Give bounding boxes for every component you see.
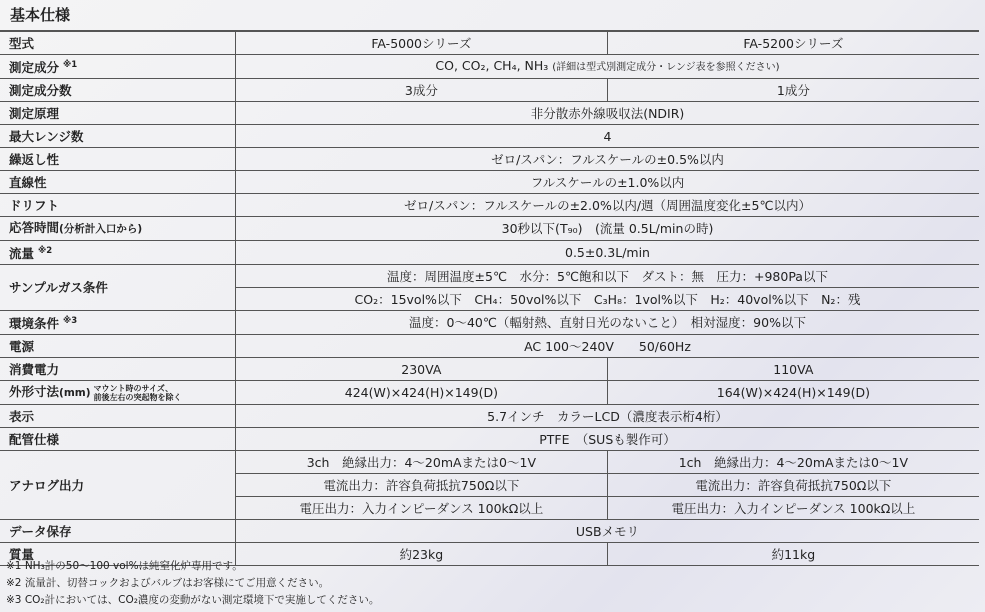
cell-value: USBメモリ <box>236 520 980 543</box>
cell-value: ゼロ/スパン：フルスケールの±0.5%以内 <box>236 148 980 171</box>
cell-value: AC 100～240V 50/60Hz <box>236 335 980 358</box>
footnote-ref: ※3 <box>63 316 78 327</box>
cell-value: 110VA <box>607 358 979 381</box>
cell-value: 1ch 絶縁出力：4～20mAまたは0～1V <box>607 451 979 474</box>
cell-value: 温度：0～40℃（輻射熱、直射日光のないこと） 相対湿度：90%以下 <box>236 311 980 335</box>
table-row <box>0 217 979 241</box>
cell-value: 3ch 絶縁出力：4～20mAまたは0～1V <box>236 451 608 474</box>
row-label-note <box>94 384 182 402</box>
row-label-sub: (分析計入口から) <box>59 223 143 236</box>
cell-value: 非分散赤外線吸収法(NDIR) <box>236 102 980 125</box>
row-label <box>0 55 236 79</box>
row-label: 測定原理 <box>0 102 236 125</box>
row-label: 電源 <box>0 335 236 358</box>
table-row <box>0 241 979 265</box>
cell-value: 電流出力：許容負荷抵抗750Ω以下 <box>607 474 979 497</box>
cell-value: 1成分 <box>607 79 979 102</box>
table-row <box>0 79 979 102</box>
cell-value: 0.5±0.3L/min <box>236 241 980 265</box>
row-label: 質量 <box>0 543 236 566</box>
cell-value: 電流出力：許容負荷抵抗750Ω以下 <box>236 474 608 497</box>
cell-value: 30秒以下(T₉₀) (流量 0.5L/minの時) <box>236 217 980 241</box>
row-label: 測定成分数 <box>0 79 236 102</box>
cell-value: 5.7インチ カラーLCD（濃度表示桁4桁） <box>236 405 980 428</box>
table-row <box>0 335 979 358</box>
row-label <box>0 381 236 405</box>
table-row <box>0 428 979 451</box>
row-label: サンプルガス条件 <box>0 265 236 311</box>
cell-value <box>236 55 980 79</box>
components-detail: (詳細は型式別測定成分・レンジ表を参照ください) <box>552 62 780 74</box>
spec-table <box>0 30 979 566</box>
row-label <box>0 217 236 241</box>
row-label <box>0 241 236 265</box>
section-heading: 基本仕様 <box>10 6 71 24</box>
cell-value: 3成分 <box>236 79 608 102</box>
cell-value: 約23kg <box>236 543 608 566</box>
row-label: 消費電力 <box>0 358 236 381</box>
footnote: ※2 流量計、切替コックおよびバルブはお客様にてご用意ください。 <box>6 577 330 589</box>
table-row <box>0 194 979 217</box>
table-row <box>0 358 979 381</box>
row-label-text: 外形寸法 <box>9 384 60 400</box>
table-row <box>0 520 979 543</box>
row-label-text: 流量 <box>9 246 35 262</box>
cell-value: FA-5000シリーズ <box>236 31 608 55</box>
table-row <box>0 31 979 55</box>
row-label: 直線性 <box>0 171 236 194</box>
table-row <box>0 405 979 428</box>
cell-value: ゼロ/スパン：フルスケールの±2.0%以内/週（周囲温度変化±5℃以内） <box>236 194 980 217</box>
cell-value: PTFE （SUSも製作可） <box>236 428 980 451</box>
components-value: CO, CO₂, CH₄, NH₃ <box>435 58 549 74</box>
row-label: 型式 <box>0 31 236 55</box>
table-row <box>0 102 979 125</box>
table-row <box>0 125 979 148</box>
row-label: 繰返し性 <box>0 148 236 171</box>
cell-value: 4 <box>236 125 980 148</box>
row-label: ドリフト <box>0 194 236 217</box>
cell-value: 電圧出力：入力インピーダンス 100kΩ以上 <box>607 497 979 520</box>
table-row <box>0 265 979 288</box>
row-label: アナログ出力 <box>0 451 236 520</box>
footnote: ※1 NH₃計の50～100 vol%は純窒化炉専用です。 <box>6 560 243 572</box>
row-label: 表示 <box>0 405 236 428</box>
cell-value: 424(W)×424(H)×149(D) <box>236 381 608 405</box>
table-row <box>0 171 979 194</box>
row-label-unit: (mm) <box>59 387 91 400</box>
row-label-text: 測定成分 <box>9 60 60 76</box>
row-label: データ保存 <box>0 520 236 543</box>
cell-value: 約11kg <box>607 543 979 566</box>
cell-value: CO₂：15vol%以下 CH₄：50vol%以下 C₃H₈：1vol%以下 H₂：40vol%以下 N₂：残 <box>236 288 980 311</box>
footnote: ※3 CO₂計においては、CO₂濃度の変動がない測定環境下で実施してください。 <box>6 594 380 606</box>
table-row <box>0 311 979 335</box>
table-row <box>0 451 979 474</box>
row-label-note-line: 前後左右の突起物を除く <box>93 392 182 402</box>
row-label-text: 環境条件 <box>9 316 60 332</box>
cell-value: 164(W)×424(H)×149(D) <box>607 381 979 405</box>
row-label: 配管仕様 <box>0 428 236 451</box>
table-row <box>0 148 979 171</box>
row-label-note-line: マウント時のサイズ、 <box>93 383 174 393</box>
row-label <box>0 311 236 335</box>
footnotes <box>6 558 379 609</box>
cell-value: 温度：周囲温度±5℃ 水分：5℃飽和以下 ダスト：無 圧力：+980Pa以下 <box>236 265 980 288</box>
row-label-text: 応答時間 <box>9 220 60 236</box>
table-row <box>0 55 979 79</box>
row-label: 最大レンジ数 <box>0 125 236 148</box>
table-row <box>0 381 979 405</box>
footnote-ref: ※2 <box>38 246 53 257</box>
cell-value: フルスケールの±1.0%以内 <box>236 171 980 194</box>
cell-value: 電圧出力：入力インピーダンス 100kΩ以上 <box>236 497 608 520</box>
footnote-ref: ※1 <box>63 60 78 70</box>
cell-value: FA-5200シリーズ <box>607 31 979 55</box>
cell-value: 230VA <box>236 358 608 381</box>
